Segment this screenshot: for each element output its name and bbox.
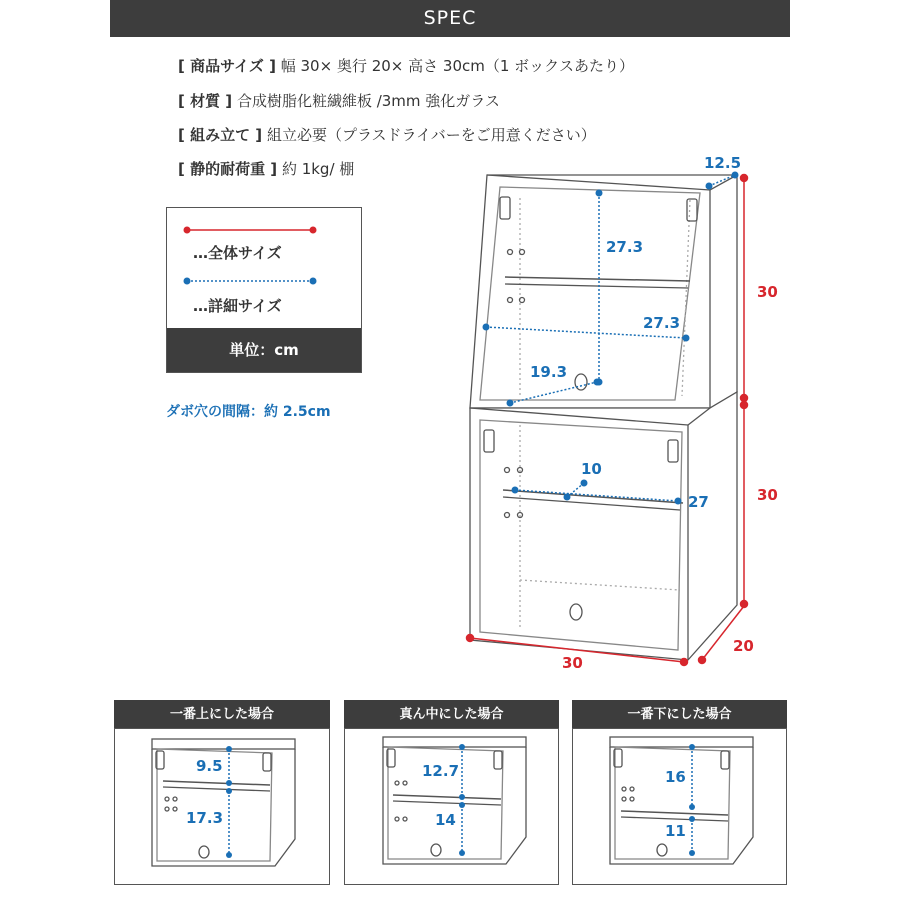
dim-dot — [564, 494, 571, 501]
spec-assembly-value: 組立必要（プラスドライバーをご用意ください） — [266, 126, 596, 144]
spec-header: SPEC — [110, 0, 790, 37]
variant-top-panel — [114, 728, 330, 885]
dim-shelf-depth-upper: 19.3 — [530, 363, 568, 381]
variant-middle-diagram — [345, 729, 557, 883]
dim-dot — [689, 816, 695, 822]
variant-bottom-lower-dim: 11 — [665, 822, 686, 840]
dim-inner-height: 27.3 — [606, 238, 644, 256]
dim-dot — [459, 802, 465, 808]
lower-box — [470, 392, 737, 660]
dim-depth: 20 — [733, 637, 754, 655]
variant-top-tab: 一番上にした場合 — [114, 700, 330, 729]
dim-dot — [594, 379, 601, 386]
spec-assembly-label: [ 組み立て ] — [178, 126, 263, 144]
dim-dot — [459, 850, 465, 856]
dim-dot — [689, 804, 695, 810]
legend-detail-label: …詳細サイズ — [193, 297, 282, 315]
spec-size-value: 幅 30× 奥行 20× 高さ 30cm（1 ボックスあたり） — [280, 57, 635, 75]
dim-dot — [226, 852, 232, 858]
dim-dot — [699, 657, 706, 664]
dim-dot — [581, 480, 588, 487]
dim-inner-width-lower: 27 — [688, 493, 709, 511]
spec-size-label: [ 商品サイズ ] — [178, 57, 276, 75]
variant-middle-upper-dim: 12.7 — [422, 762, 460, 780]
dim-dot — [675, 498, 682, 505]
dim-shelf-depth-lower: 10 — [581, 460, 602, 478]
dim-inner-width: 27.3 — [643, 314, 681, 332]
dim-dot — [459, 744, 465, 750]
dim-dot — [512, 487, 519, 494]
dim-dot — [681, 659, 688, 666]
dowel-hole-note: ダボ穴の間隔：約 2.5cm — [166, 404, 331, 420]
variant-bottom-panel — [572, 728, 787, 885]
dim-dot — [226, 746, 232, 752]
variant-middle-lower-dim: 14 — [435, 811, 456, 829]
dim-dot — [683, 335, 690, 342]
variant-bottom-upper-dim: 16 — [665, 768, 686, 786]
spec-load-label: [ 静的耐荷重 ] — [178, 160, 278, 178]
dim-dot — [706, 183, 713, 190]
spec-material-value: 合成樹脂化粧繊維板 /3mm 強化ガラス — [236, 92, 500, 110]
dim-dot — [689, 850, 695, 856]
dim-dot — [226, 788, 232, 794]
dim-top-depth: 12.5 — [704, 154, 742, 172]
dim-width: 30 — [562, 654, 583, 672]
variant-bottom-tab: 一番下にした場合 — [572, 700, 787, 729]
dim-dot — [483, 324, 490, 331]
dim-dot — [226, 780, 232, 786]
dim-dot — [741, 601, 748, 608]
dim-height-lower: 30 — [757, 486, 778, 504]
dim-dot — [459, 794, 465, 800]
spec-load-value: 約 1kg/ 棚 — [281, 160, 355, 178]
legend-overall-label: …全体サイズ — [193, 244, 282, 262]
dim-dot — [596, 190, 603, 197]
variant-bottom-diagram — [573, 729, 785, 883]
dim-dot — [741, 395, 748, 402]
variant-top-upper-dim: 9.5 — [196, 757, 223, 775]
dim-dot — [507, 400, 514, 407]
dim-height-upper: 30 — [757, 283, 778, 301]
legend-unit: 単位：cm — [167, 328, 361, 372]
variant-top-diagram — [115, 729, 328, 883]
dim-dot — [732, 172, 739, 179]
variant-middle-panel — [344, 728, 559, 885]
spec-material-label: [ 材質 ] — [178, 92, 233, 110]
dim-dot — [689, 744, 695, 750]
dim-dot — [741, 402, 748, 409]
variant-middle-tab: 真ん中にした場合 — [344, 700, 559, 729]
dim-dot — [741, 175, 748, 182]
upper-box — [470, 175, 737, 408]
dim-dot — [467, 635, 474, 642]
variant-top-lower-dim: 17.3 — [186, 809, 224, 827]
